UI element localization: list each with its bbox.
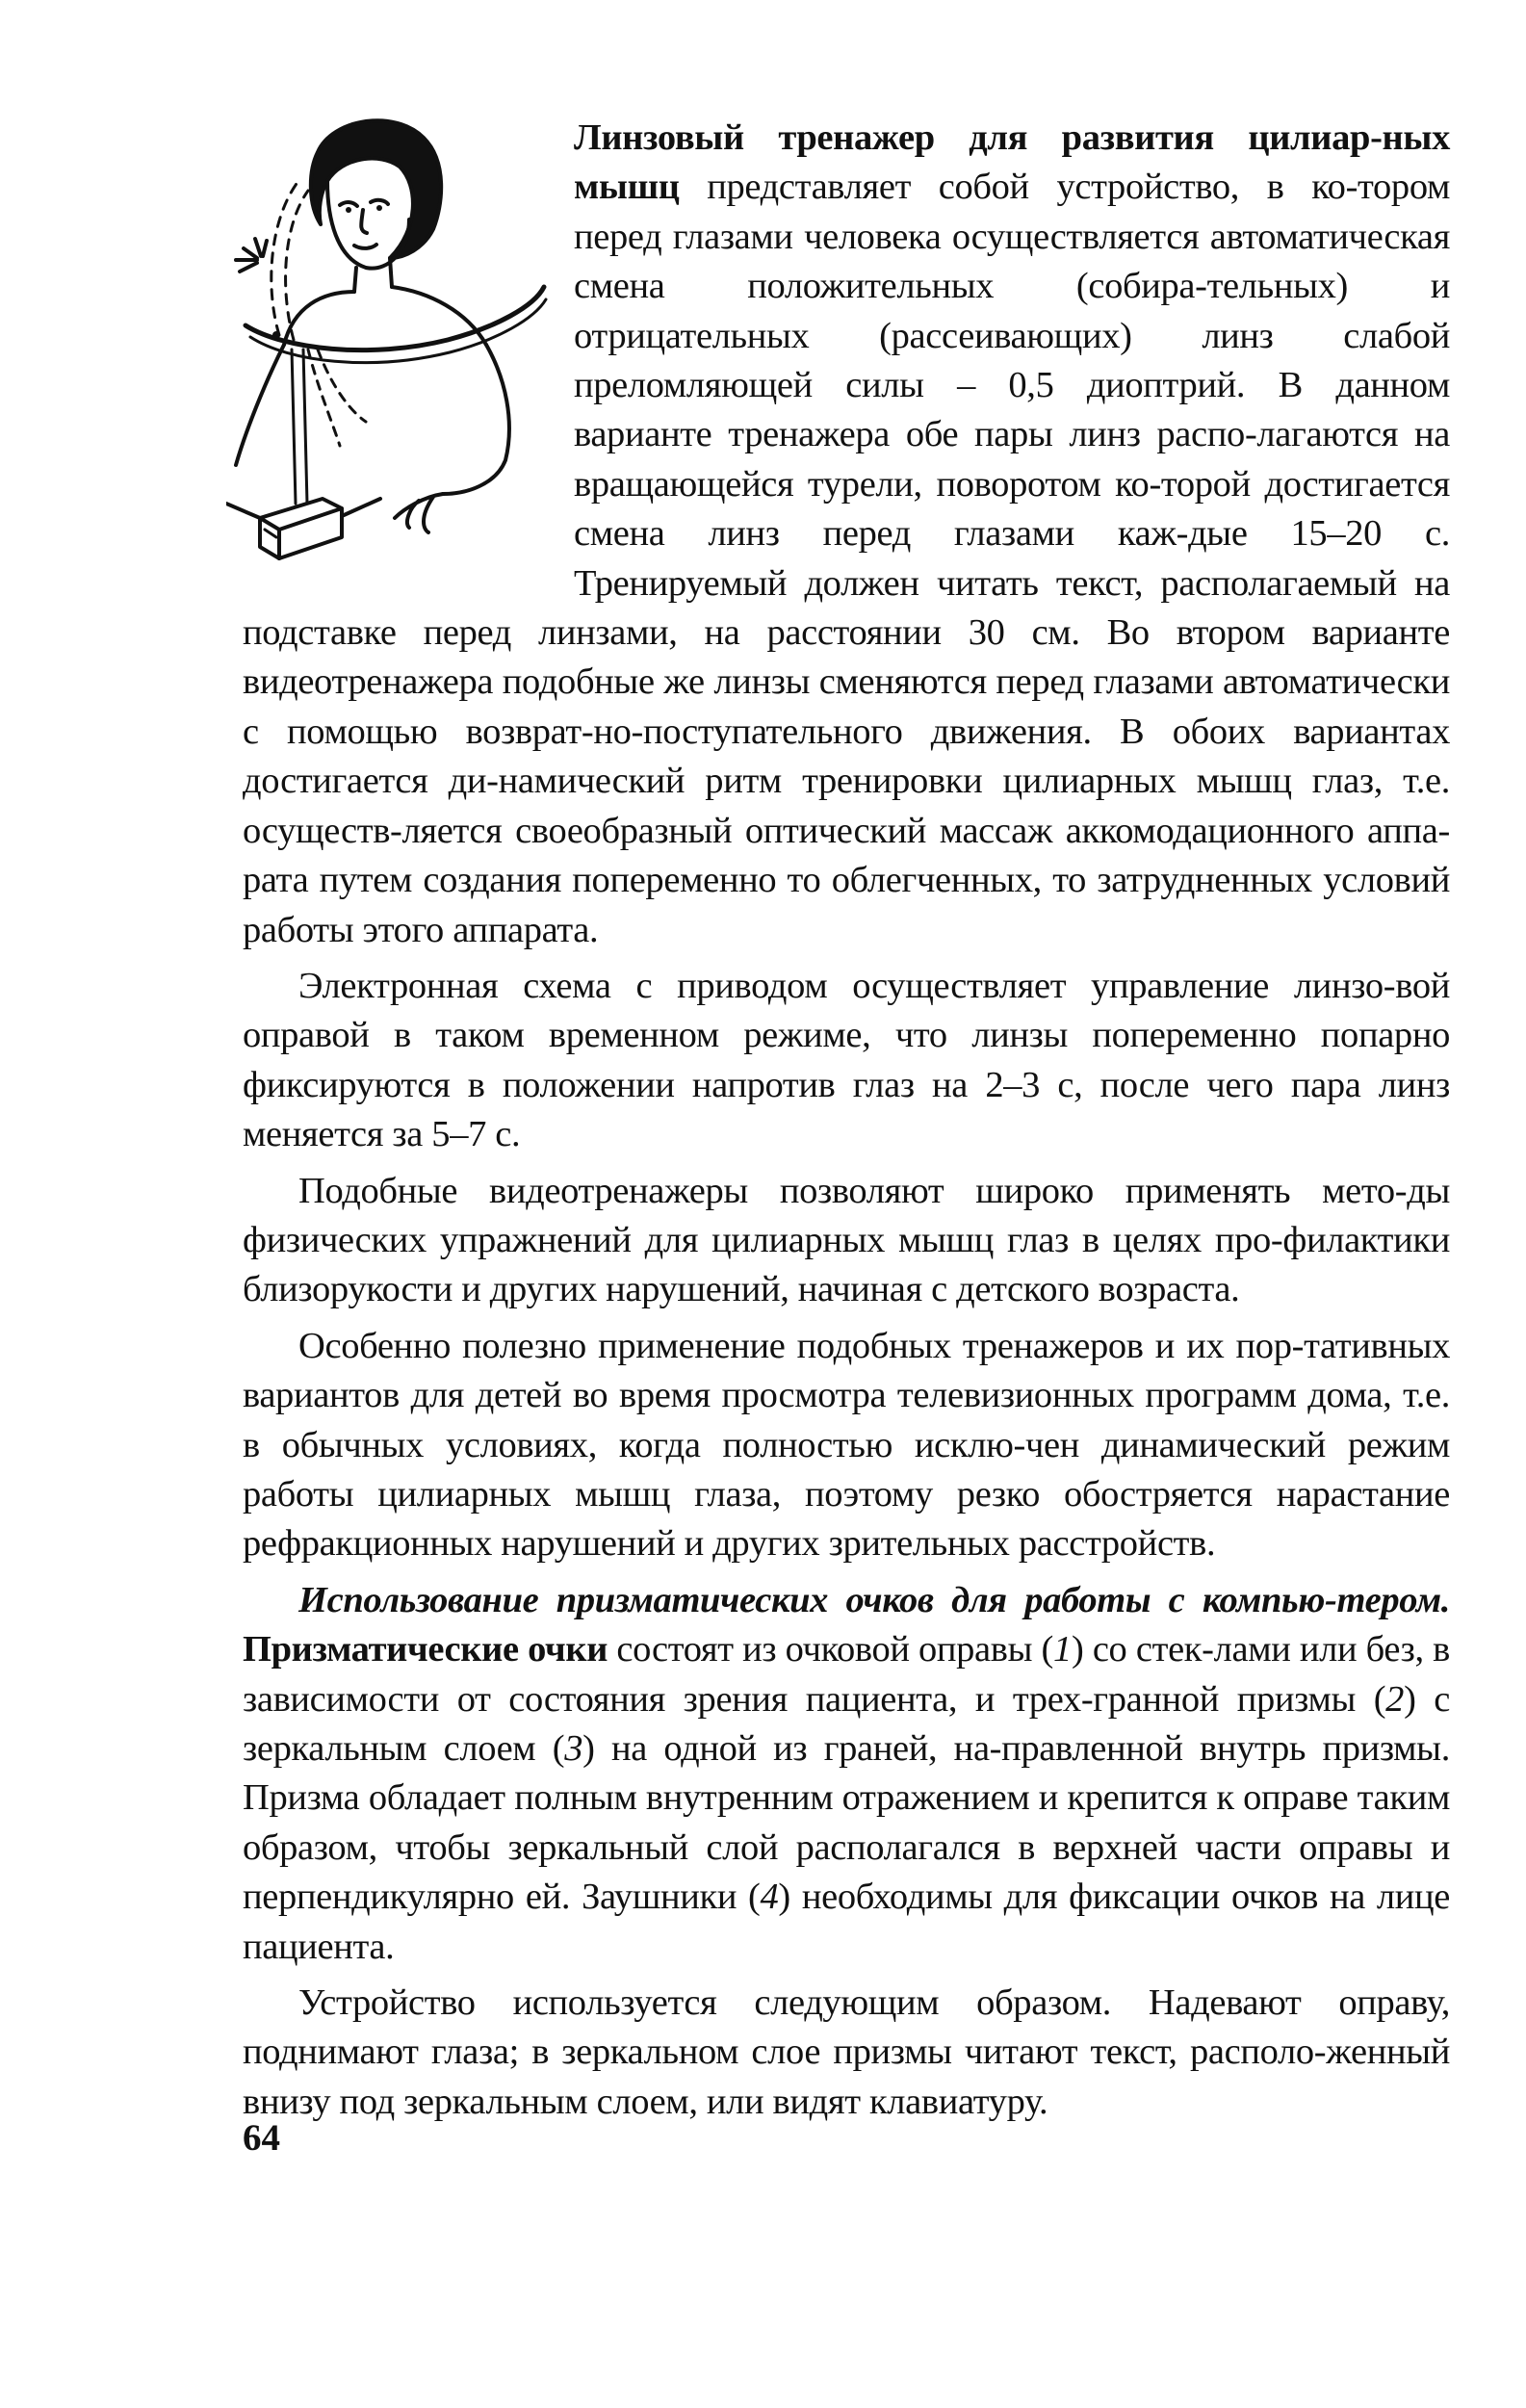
paragraph-4: Особенно полезно применение подобных тренажеров и их пор-тативных вариантов для детей во время просмотра телевизионных программ дома, т.е. в обычных условиях, когда полностью исклю-чен динамический режим работы цилиарных мышц глаза, поэтому резко обостряется нарастание рефракционных нарушений и других зрительных расстройств. xyxy=(243,1325,1450,1565)
section-heading-prism-glasses: Использование призматических очков для работы с компью-тером. xyxy=(298,1579,1450,1620)
main-text xyxy=(243,114,1450,2127)
paragraph-2: Электронная схема с приводом осуществляет управление линзо-вой оправой в таком временном режиме, что линзы попеременно попарно фиксируются в положении напротив глаз на 2–3 с, после чего пара линз меняется за 5–7 с. xyxy=(243,965,1450,1155)
ref-4: 4 xyxy=(760,1877,779,1918)
ref-1: 1 xyxy=(1053,1629,1072,1670)
ref-3: 3 xyxy=(564,1728,583,1769)
term-prism-glasses: Призматические очки xyxy=(243,1629,608,1670)
paragraph-6: Устройство используется следующим образом. Надевают оправу, поднимают глаза; в зеркальном слое призмы читают текст, располо-женный внизу под зеркальным слоем, или видят клавиатуру. xyxy=(243,1982,1450,2122)
ref-2: 2 xyxy=(1385,1678,1405,1720)
page-number: 64 xyxy=(243,2117,280,2159)
paragraph-5: Использование призматических очков для работы с компью-тером. Призматические очки состоят из очковой оправы (1) со стек-лами или без, в зависимости от состояния зрения пациента, и трех-гранной призмы (2) с зеркальным слоем (3) на одной из граней, на-правленной внутрь призмы. Призма обладает полным внутренним отражением и крепится к оправе таким образом, чтобы зеркальный слой располагался в верхней части оправы и перпендикулярно ей. Заушники (4) необходимы для фиксации очков на лице пациента. xyxy=(243,1579,1450,1967)
term-lens-trainer: Линзовый тренажер для развития цилиар-ных мышц xyxy=(574,117,1450,208)
illustration-spacer xyxy=(243,114,574,601)
paragraph-3: Подобные видеотренажеры позволяют широко применять мето-ды физических упражнений для цилиарных мышц глаз в целях про-филактики близорукости и других нарушений, начиная с детского возраста. xyxy=(243,1170,1450,1310)
paragraph-1-text: представляет собой устройство, в ко-тором перед глазами человека осуществляется автоматическая смена положительных (собира-тельных) и отрицательных (рассеивающих) линз слабой преломляющей силы – 0,5 диоптрий. В данном варианте тренажера обе пары линз распо-лагаются на вращающейся турели, поворотом ко-торой достигается смена линз перед глазами каж-дые 15–20 с. Тренируемый должен читать текст, располагаемый на подставке перед линзами, на расстоянии 30 см. Во втором варианте видеотренажера подобные же линзы сменяются перед глазами автоматически с помощью возврат-но-поступательного движения. В обоих вариантах достигается ди-намический ритм тренировки цилиарных мышц глаз, т.е. осуществ-ляется своеобразный оптический массаж аккомодационного аппа-рата путем создания попеременно то облегченных, то затрудненных условий работы этого аппарата. xyxy=(243,167,1450,950)
